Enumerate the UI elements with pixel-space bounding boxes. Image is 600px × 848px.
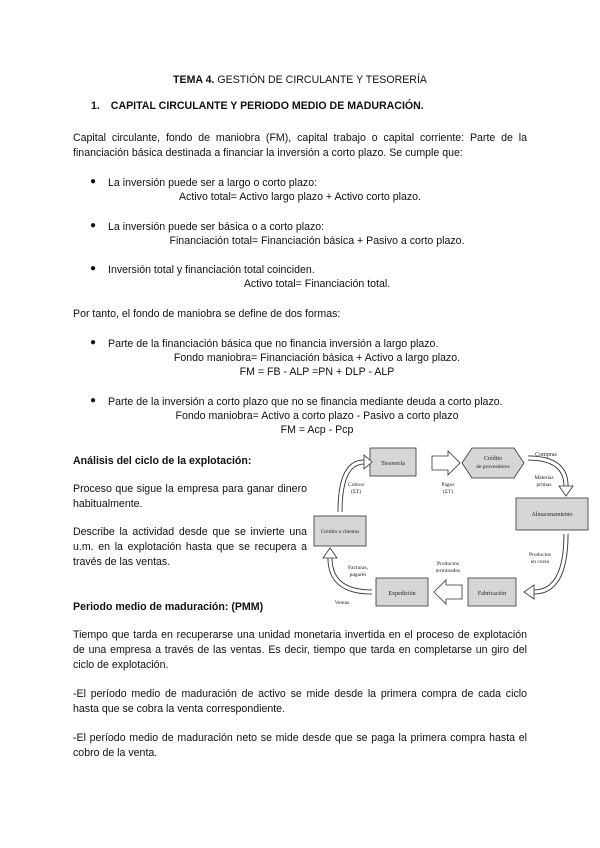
bullet-text: Parte de la financiación básica que no financia inversión a largo plazo. <box>108 338 439 350</box>
tema-title: GESTIÓN DE CIRCULANTE Y TESORERÍA <box>217 74 427 86</box>
bullet-text: Parte de la inversión a corto plazo que no se financia mediante deuda a corto plazo. <box>108 396 503 408</box>
pmm-heading: Periodo medio de maduración: (PMM) <box>73 601 264 613</box>
cobros-label-1: Cobros <box>348 482 364 488</box>
bullet-text: La inversión puede ser a largo o corto plazo: <box>108 177 318 189</box>
formula: Financiación total= Financiación básica + Pasivo a corto plazo. <box>169 235 465 247</box>
therefore-text: Por tanto, el fondo de maniobra se define de dos formas: <box>73 308 341 320</box>
formula: Fondo maniobra= Financiación básica + Activo a largo plazo. <box>173 352 461 364</box>
pmm-paragraph-3: -El período medio de maduración neto se mide desde que se paga la primera compra hasta el cobro de la venta. <box>73 732 527 759</box>
document-title <box>0 73 600 88</box>
arrow-to-expedicion <box>434 580 462 604</box>
section-heading <box>91 99 424 114</box>
formula: Fondo maniobra= Activo a corto plazo - Pasivo a corto plazo <box>175 410 459 422</box>
formula: Activo total= Activo largo plazo + Activo corto plazo. <box>178 191 422 203</box>
formula: FM = Acp - Pcp <box>280 424 354 436</box>
productos-terminados-label-1: Productos <box>437 561 459 567</box>
bullet-dot: ● <box>90 395 97 406</box>
exploitation-cycle-diagram <box>308 442 590 610</box>
bullet-dot: ● <box>90 263 97 274</box>
cobros-label-2: (ΣT) <box>350 489 362 495</box>
credito-proveedores-label-1: Crédito <box>484 456 502 462</box>
bullet-dot: ● <box>90 220 97 231</box>
tesoreria-label: Tesorería <box>380 460 406 467</box>
productos-terminados-label-2: terminados <box>435 568 461 574</box>
formula: Activo total= Financiación total. <box>243 278 391 290</box>
productos-en-curso-label-1: Productos <box>529 552 551 558</box>
ventas-label: Ventas <box>334 600 350 606</box>
facturas-label-1: Facturas, <box>347 565 369 571</box>
section-number: 1. <box>91 100 100 112</box>
materias-primas-label-2: primas <box>536 482 552 488</box>
credito-proveedores-box <box>462 448 524 478</box>
pagos-label-2: (ΣT) <box>442 489 454 495</box>
pagos-label-1: Pagos <box>441 482 455 488</box>
section-title: CAPITAL CIRCULANTE Y PERIODO MEDIO DE MADURACIÓN. <box>110 100 424 112</box>
intro-paragraph: Capital circulante, fondo de maniobra (FM), capital trabajo o capital corriente: Parte de la financiación básica destinada a financiar la inversión a corto plazo. Se cumple que: <box>73 132 527 159</box>
pmm-paragraph-2: -El período medio de maduración de activo se mide desde la primera compra de cada ciclo hasta que se cobra la venta correspondiente. <box>73 688 527 715</box>
facturas-label-2: pagarés <box>349 572 367 578</box>
formula: FM = FB - ALP =PN + DLP - ALP <box>239 366 395 378</box>
almacenamiento-label: Almacenamiento <box>531 512 573 518</box>
bullet-dot: ● <box>90 337 97 348</box>
cycle-heading: Análisis del ciclo de la explotación: <box>73 455 252 467</box>
expedicion-label: Expedición <box>388 591 416 597</box>
productos-en-curso-label-2: en curso <box>530 559 550 565</box>
bullet-text: La inversión puede ser básica o a corto plazo: <box>108 221 325 233</box>
fabricacion-label: Fabricación <box>477 591 507 597</box>
cycle-paragraph-1: Proceso que sigue la empresa para ganar dinero habitualmente. <box>73 483 307 510</box>
materias-primas-label-1: Materias <box>534 475 554 481</box>
bullet-text: Inversión total y financiación total coinciden. <box>108 264 315 276</box>
compras-label: Compras <box>535 452 557 458</box>
bullet-dot: ● <box>90 176 97 187</box>
credito-clientes-label: Crédito a clientes <box>320 529 360 535</box>
pmm-paragraph-1: Tiempo que tarda en recuperarse una unidad monetaria invertida en el proceso de explotación de una empresa a través de las ventas. Es decir, tiempo que tarda en completarse un giro del ciclo de explotación. <box>73 629 527 671</box>
cycle-paragraph-2: Describe la actividad desde que se invierte una u.m. en la explotación hasta que se recupera a través de las ventas. <box>73 526 307 568</box>
credito-proveedores-label-2: de proveedores <box>476 464 510 470</box>
arrow-to-credito <box>432 451 460 475</box>
tema-label: TEMA 4. <box>173 74 215 86</box>
